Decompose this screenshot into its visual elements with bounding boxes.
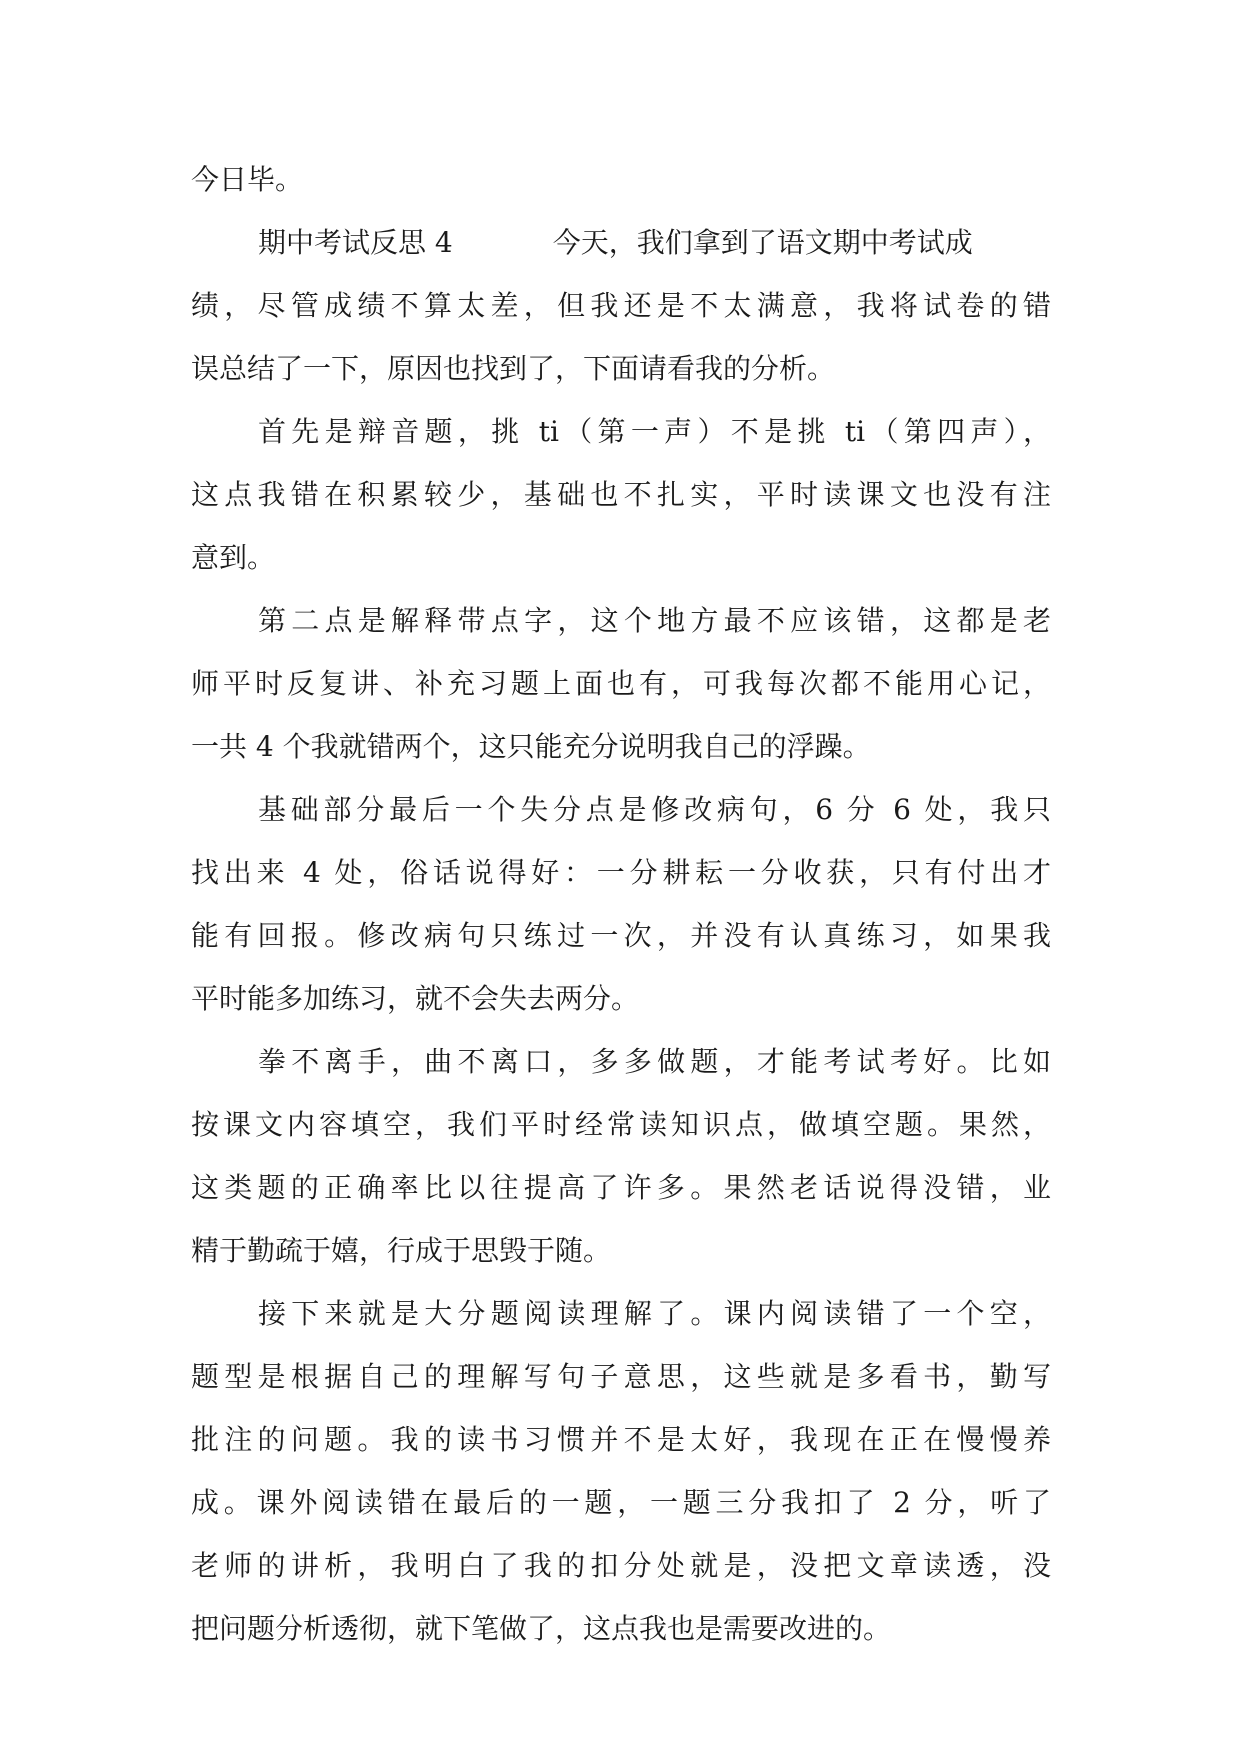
text-line: 精于勤疏于嬉，行成于思毁于随。 [191, 1234, 612, 1267]
text-line: 按课文内容填空，我们平时经常读知识点，做填空题。果然， [191, 1108, 1051, 1141]
text-line: 这点我错在积累较少，基础也不扎实，平时读课文也没有注 [191, 478, 1051, 511]
text-line: 今天，我们拿到了语文期中考试成 [552, 226, 973, 259]
text-line: 绩，尽管成绩不算太差，但我还是不太满意，我将试卷的错 [191, 289, 1051, 322]
text-line: 平时能多加练习，就不会失去两分。 [191, 982, 640, 1015]
text-line: 这类题的正确率比以往提高了许多。果然老话说得没错，业 [191, 1171, 1051, 1204]
text-line: 把问题分析透彻，就下笔做了，这点我也是需要改进的。 [191, 1612, 892, 1645]
text-line: 师平时反复讲、补充习题上面也有，可我每次都不能用心记， [191, 667, 1051, 700]
text-line: 批注的问题。我的读书习惯并不是太好，我现在正在慢慢养 [191, 1423, 1051, 1456]
paragraph-first-line: 第二点是解释带点字，这个地方最不应该错，这都是老 [258, 604, 1051, 637]
text-line: 今日毕。 [191, 163, 304, 196]
document-body [191, 158, 1051, 1670]
section-heading-line [191, 221, 1051, 265]
section-heading: 期中考试反思 4 [258, 226, 453, 259]
paragraph-first-line: 接下来就是大分题阅读理解了。课内阅读错了一个空， [258, 1297, 1051, 1330]
text-line: 成。课外阅读错在最后的一题，一题三分我扣了 2 分，听了 [191, 1486, 1051, 1519]
paragraph-first-line: 首先是辩音题，挑 ti（第一声）不是挑 ti（第四声）， [258, 415, 1051, 448]
text-line: 老师的讲析，我明白了我的扣分处就是，没把文章读透，没 [191, 1549, 1051, 1582]
text-line: 一共 4 个我就错两个，这只能充分说明我自己的浮躁。 [191, 730, 871, 763]
text-line: 找出来 4 处，俗话说得好：一分耕耘一分收获，只有付出才 [191, 856, 1051, 889]
text-line: 误总结了一下，原因也找到了，下面请看我的分析。 [191, 352, 836, 385]
paragraph-first-line: 基础部分最后一个失分点是修改病句，6 分 6 处，我只 [258, 793, 1051, 826]
paragraph-first-line: 拳不离手，曲不离口，多多做题，才能考试考好。比如 [258, 1045, 1051, 1078]
text-line: 意到。 [191, 541, 276, 574]
text-line: 题型是根据自己的理解写句子意思，这些就是多看书，勤写 [191, 1360, 1051, 1393]
text-line: 能有回报。修改病句只练过一次，并没有认真练习，如果我 [191, 919, 1051, 952]
